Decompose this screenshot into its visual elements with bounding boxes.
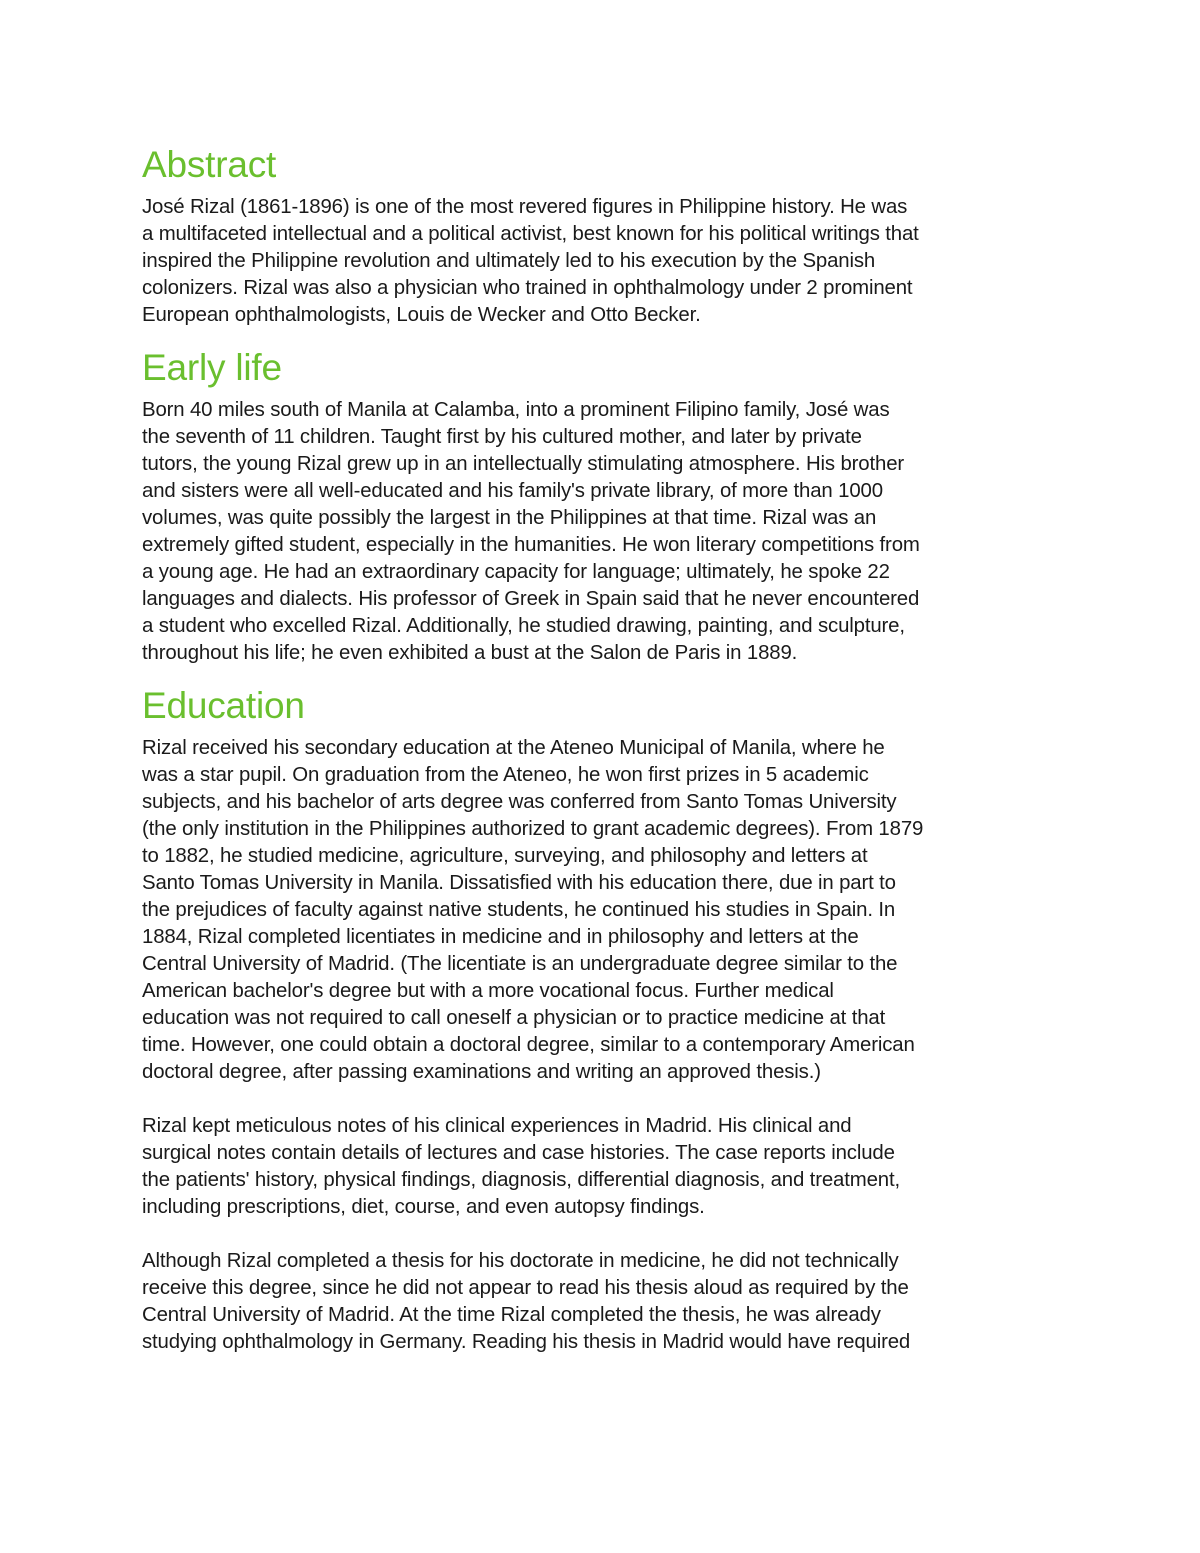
text-line: extremely gifted student, especially in the humanities. He won literary competitions from: [142, 534, 920, 556]
text-line: languages and dialects. His professor of Greek in Spain said that he never encountered: [142, 588, 920, 610]
text-line: volumes, was quite possibly the largest in the Philippines at that time. Rizal was an: [142, 507, 877, 529]
text-line: colonizers. Rizal was also a physician who trained in ophthalmology under 2 prominent: [142, 277, 913, 299]
abstract-paragraph: [142, 194, 1067, 329]
education-paragraph-3: [142, 1248, 1067, 1356]
text-line: receive this degree, since he did not appear to read his thesis aloud as required by the: [142, 1277, 909, 1299]
text-line: time. However, one could obtain a doctoral degree, similar to a contemporary American: [142, 1034, 915, 1056]
section-heading-abstract: Abstract: [142, 144, 277, 185]
section-heading-early-life: Early life: [142, 347, 282, 388]
text-line: throughout his life; he even exhibited a bust at the Salon de Paris in 1889.: [142, 642, 798, 664]
text-line: 1884, Rizal completed licentiates in medicine and in philosophy and letters at the: [142, 926, 859, 948]
text-line: Although Rizal completed a thesis for his doctorate in medicine, he did not technically: [142, 1250, 899, 1272]
document-body: [142, 140, 1067, 1356]
text-line: Born 40 miles south of Manila at Calamba, into a prominent Filipino family, José was: [142, 399, 890, 421]
text-line: education was not required to call oneself a physician or to practice medicine at that: [142, 1007, 886, 1029]
education-paragraph-1: [142, 735, 1067, 1086]
text-line: European ophthalmologists, Louis de Wecker and Otto Becker.: [142, 304, 701, 326]
section-heading-education: Education: [142, 685, 305, 726]
text-line: the patients' history, physical findings, diagnosis, differential diagnosis, and treatment,: [142, 1169, 900, 1191]
text-line: Central University of Madrid. (The licentiate is an undergraduate degree similar to the: [142, 953, 898, 975]
text-line: including prescriptions, diet, course, and even autopsy findings.: [142, 1196, 705, 1218]
text-line: the seventh of 11 children. Taught first by his cultured mother, and later by private: [142, 426, 862, 448]
text-line: a multifaceted intellectual and a political activist, best known for his political writings that: [142, 223, 919, 245]
text-line: was a star pupil. On graduation from the Ateneo, he won first prizes in 5 academic: [142, 764, 869, 786]
text-line: tutors, the young Rizal grew up in an intellectually stimulating atmosphere. His brother: [142, 453, 905, 475]
text-line: a young age. He had an extraordinary capacity for language; ultimately, he spoke 22: [142, 561, 890, 583]
text-line: (the only institution in the Philippines authorized to grant academic degrees). From 1879: [142, 818, 924, 840]
text-line: Central University of Madrid. At the time Rizal completed the thesis, he was already: [142, 1304, 881, 1326]
text-line: a student who excelled Rizal. Additionally, he studied drawing, painting, and sculpture,: [142, 615, 905, 637]
text-line: the prejudices of faculty against native students, he continued his studies in Spain. In: [142, 899, 896, 921]
text-line: studying ophthalmology in Germany. Reading his thesis in Madrid would have required: [142, 1331, 911, 1353]
early-life-paragraph: [142, 397, 1067, 667]
text-line: and sisters were all well-educated and his family's private library, of more than 1000: [142, 480, 883, 502]
text-line: Rizal received his secondary education at the Ateneo Municipal of Manila, where he: [142, 737, 885, 759]
text-line: doctoral degree, after passing examinations and writing an approved thesis.): [142, 1061, 821, 1083]
text-line: to 1882, he studied medicine, agriculture, surveying, and philosophy and letters at: [142, 845, 868, 867]
text-line: José Rizal (1861-1896) is one of the most revered figures in Philippine history. He was: [142, 196, 908, 218]
text-line: Rizal kept meticulous notes of his clinical experiences in Madrid. His clinical and: [142, 1115, 852, 1137]
text-line: surgical notes contain details of lectures and case histories. The case reports include: [142, 1142, 895, 1164]
text-line: Santo Tomas University in Manila. Dissatisfied with his education there, due in part to: [142, 872, 896, 894]
text-line: American bachelor's degree but with a more vocational focus. Further medical: [142, 980, 834, 1002]
text-line: subjects, and his bachelor of arts degree was conferred from Santo Tomas University: [142, 791, 897, 813]
education-paragraph-2: [142, 1113, 1067, 1221]
text-line: inspired the Philippine revolution and ultimately led to his execution by the Spanish: [142, 250, 876, 272]
